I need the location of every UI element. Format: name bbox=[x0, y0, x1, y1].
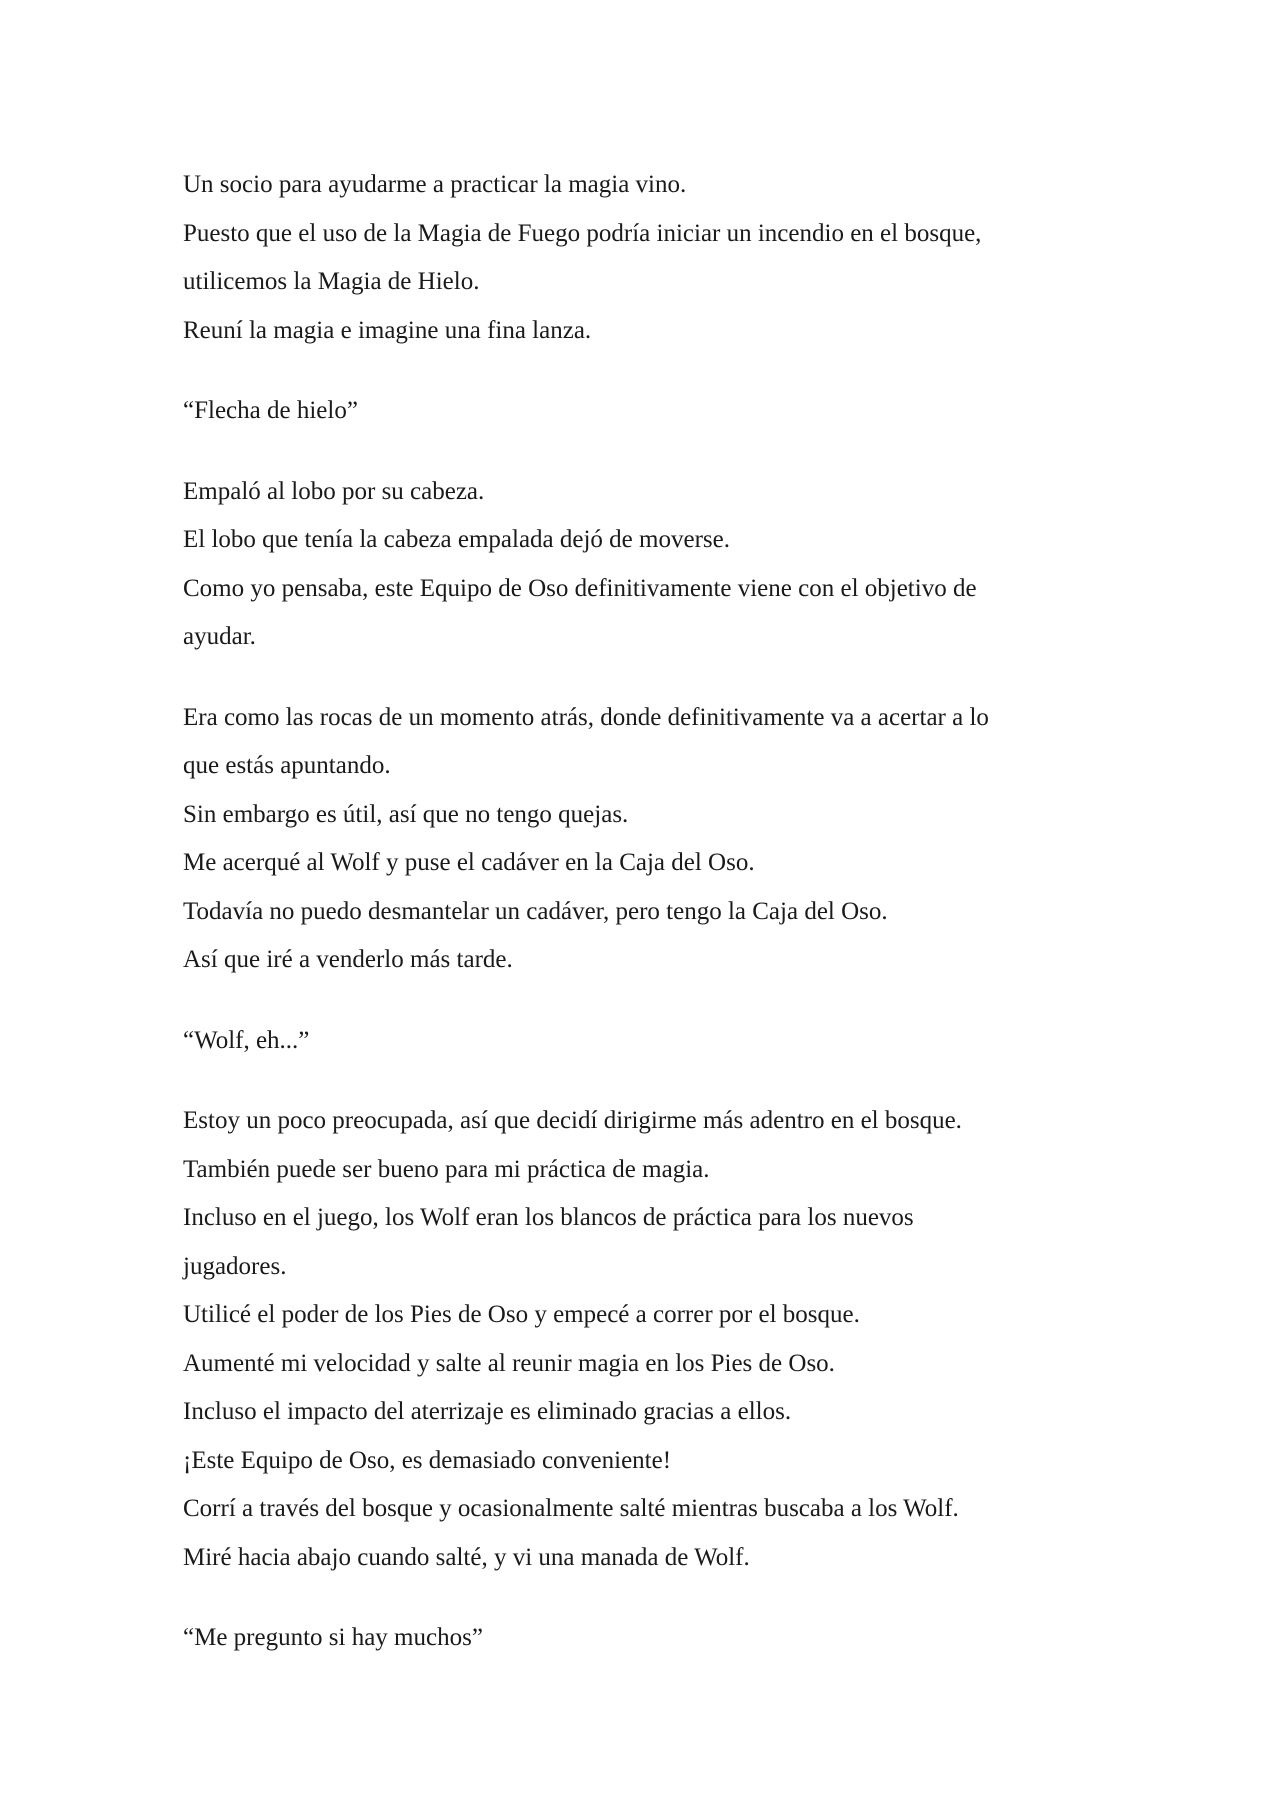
dialogue-line: “Wolf, eh...” bbox=[183, 1026, 310, 1054]
dialogue-paragraph bbox=[183, 1614, 1183, 1663]
text-line: jugadores. bbox=[183, 1252, 287, 1280]
text-line: Miré hacia abajo cuando salté, y vi una manada de Wolf. bbox=[183, 1543, 750, 1571]
text-line: Así que iré a venderlo más tarde. bbox=[183, 946, 513, 973]
text-line: Era como las rocas de un momento atrás, donde definitivamente va a acertar a lo bbox=[183, 703, 989, 731]
paragraph bbox=[183, 468, 1183, 662]
text-line: ayudar. bbox=[183, 623, 256, 650]
paragraph bbox=[183, 161, 1183, 355]
text-line: Sin embargo es útil, así que no tengo quejas. bbox=[183, 800, 629, 828]
dialogue-line: “Me pregunto si hay muchos” bbox=[183, 1624, 483, 1651]
text-line: Estoy un poco preocupada, así que decidí dirigirme más adentro en el bosque. bbox=[183, 1107, 962, 1134]
text-line: Corrí a través del bosque y ocasionalmente salté mientras buscaba a los Wolf. bbox=[183, 1495, 959, 1522]
text-line: Utilicé el poder de los Pies de Oso y empecé a correr por el bosque. bbox=[183, 1301, 860, 1328]
text-line: utilicemos la Magia de Hielo. bbox=[183, 268, 480, 295]
text-line: Puesto que el uso de la Magia de Fuego podría iniciar un incendio en el bosque, bbox=[183, 219, 982, 247]
text-line: que estás apuntando. bbox=[183, 752, 391, 779]
text-line: Me acerqué al Wolf y puse el cadáver en la Caja del Oso. bbox=[183, 849, 755, 876]
paragraph bbox=[183, 1097, 1183, 1582]
paragraph bbox=[183, 694, 1183, 985]
dialogue-paragraph bbox=[183, 387, 1183, 436]
text-line: El lobo que tenía la cabeza empalada dejó de moverse. bbox=[183, 526, 730, 553]
dialogue-line: “Flecha de hielo” bbox=[183, 397, 358, 424]
document-body bbox=[183, 161, 1183, 1695]
text-line: Como yo pensaba, este Equipo de Oso definitivamente viene con el objetivo de bbox=[183, 574, 977, 602]
text-line: Un socio para ayudarme a practicar la magia vino. bbox=[183, 171, 687, 198]
dialogue-paragraph bbox=[183, 1017, 1183, 1066]
text-line: Incluso el impacto del aterrizaje es eliminado gracias a ellos. bbox=[183, 1398, 792, 1425]
text-line: ¡Este Equipo de Oso, es demasiado conveniente! bbox=[183, 1446, 672, 1474]
text-line: Incluso en el juego, los Wolf eran los blancos de práctica para los nuevos bbox=[183, 1204, 914, 1231]
text-line: También puede ser bueno para mi práctica de magia. bbox=[183, 1155, 710, 1183]
text-line: Todavía no puedo desmantelar un cadáver, pero tengo la Caja del Oso. bbox=[183, 897, 888, 925]
text-line: Aumenté mi velocidad y salte al reunir magia en los Pies de Oso. bbox=[183, 1349, 835, 1377]
text-line: Reuní la magia e imagine una fina lanza. bbox=[183, 316, 592, 344]
text-line: Empaló al lobo por su cabeza. bbox=[183, 477, 485, 505]
